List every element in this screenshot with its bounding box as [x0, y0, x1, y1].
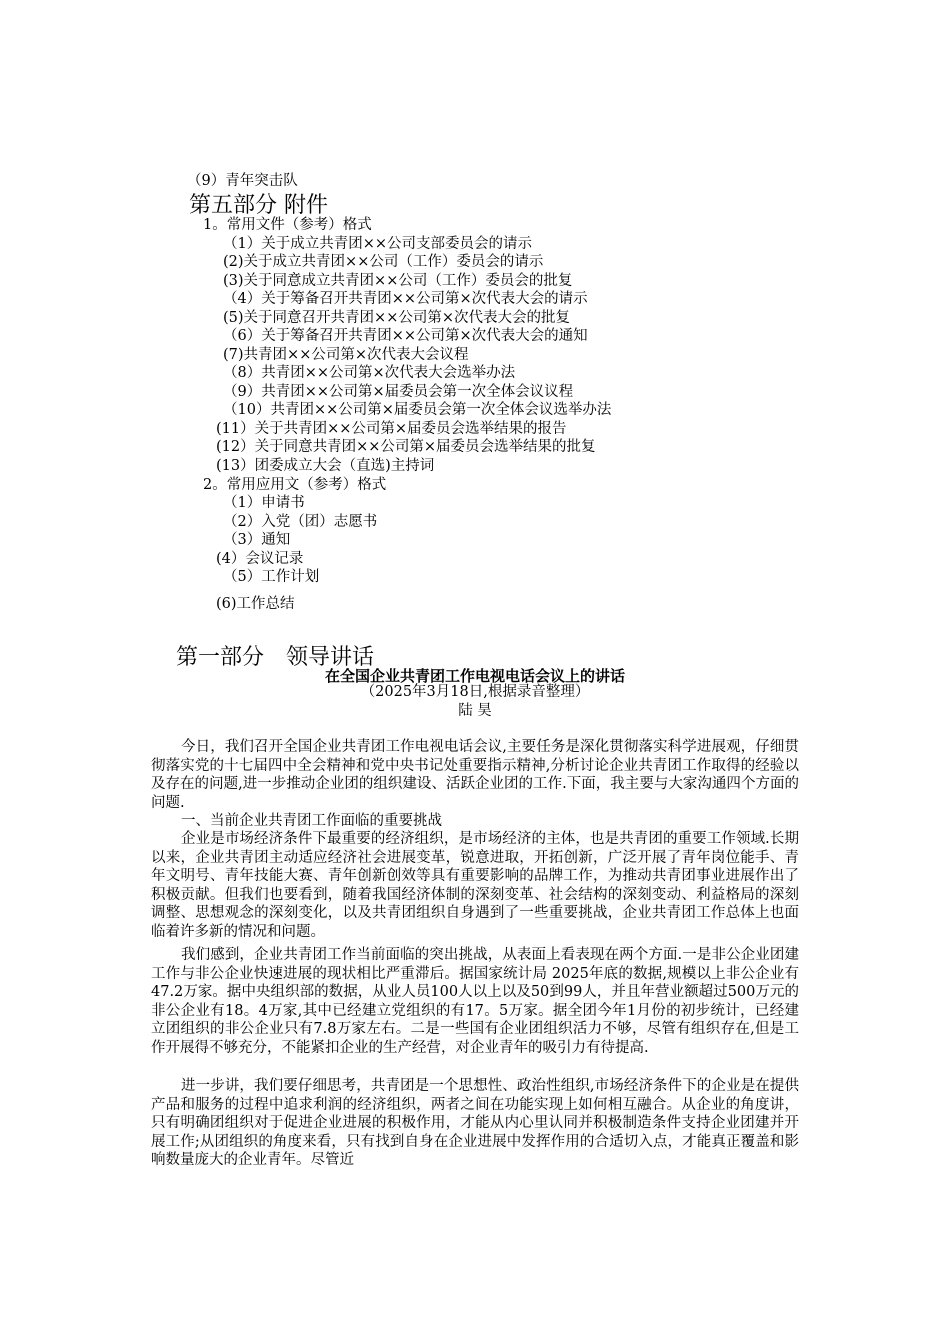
toc-doc-item: (7)共青团××公司第×次代表大会议程 — [223, 347, 469, 363]
toc-doc-item: (2)关于成立共青团××公司（工作）委员会的请示 — [223, 254, 544, 270]
toc-writing-item: （2）入党（团）志愿书 — [223, 514, 378, 530]
toc-doc-item: (3)关于同意成立共青团××公司（工作）委员会的批复 — [223, 273, 573, 289]
toc-writing-item: （5）工作计划 — [223, 569, 320, 585]
body-paragraph: 进一步讲，我们要仔细思考，共青团是一个思想性、政治性组织,市场经济条件下的企业是在提供产品和服务的过程中追求利润的经济组织，两者之间在功能实现上如何相互融合。从企业的角度讲，只有明确团组织对于促进企业进展的积极作用，才能从内心里认同并积极制造条件支持企业团建并开展工作;从团组织的角度来看，只有找到自身在企业进展中发挥作用的合适切入点，才能真正覆盖和影响数量庞大的企业青年。尽管近 — [151, 1078, 799, 1169]
toc-doc-item: （6）关于筹备召开共青团××公司第×次代表大会的通知 — [223, 328, 588, 344]
toc-writing-item: (6)工作总结 — [216, 596, 295, 612]
speech-date: （2025年3月18日,根据录音整理） — [360, 684, 590, 700]
toc-writing-item: (4）会议记录 — [216, 551, 304, 567]
toc-section-applied-writing: 2。常用应用文（参考）格式 — [203, 477, 387, 493]
toc-writing-item: （1）申请书 — [223, 495, 305, 511]
toc-doc-item: （9）共青团××公司第×届委员会第一次全体会议议程 — [223, 384, 574, 400]
speech-title: 在全国企业共青团工作电视电话会议上的讲话 — [324, 667, 625, 685]
part5-heading: 第五部分 附件 — [189, 193, 328, 218]
toc-item-youth-commando: （9）青年突击队 — [187, 173, 298, 189]
toc-writing-item: （3）通知 — [223, 532, 291, 548]
toc-section-common-documents: 1。常用文件（参考）格式 — [203, 217, 372, 233]
toc-doc-item: (13）团委成立大会（直选)主持词 — [216, 458, 435, 474]
toc-doc-item: （1）关于成立共青团××公司支部委员会的请示 — [223, 236, 533, 252]
part1-heading: 第一部分 领导讲话 — [176, 645, 375, 670]
section-heading-challenges: 一、当前企业共青团工作面临的重要挑战 — [181, 813, 442, 829]
toc-doc-item: (12）关于同意共青团××公司第×届委员会选举结果的批复 — [216, 439, 596, 455]
body-paragraph: 今日，我们召开全国企业共青团工作电视电话会议,主要任务是深化贯彻落实科学进展观，仔细贯彻落实党的十七届四中全会精神和党中央书记处重要指示精神,分析讨论企业共青团工作取得的经验以及存在的问题,进一步推动企业团的组织建设、活跃企业团的工作.下面，我主要与大家沟通四个方面的问题. — [151, 739, 799, 811]
speaker-name: 陆 昊 — [458, 703, 492, 719]
toc-doc-item: (5)关于同意召开共青团××公司第×次代表大会的批复 — [223, 310, 570, 326]
toc-doc-item: (11）关于共青团××公司第×届委员会选举结果的报告 — [216, 421, 567, 437]
body-paragraph: 我们感到，企业共青团工作当前面临的突出挑战，从表面上看表现在两个方面.一是非公企业团建工作与非公企业快速进展的现状相比严重滞后。据国家统计局 2025年底的数据,规模以上非公企业有47.2万家。据中央组织部的数据，从业人员100人以上以及50到99人，并且年营业额超过500万元的非公企业有18。4万家,其中已经建立党组织的有17。5万家。据全团今年1月份的初步统计，已经建立团组织的非公企业只有7.8万家左右。二是一些国有企业团组织活力不够，尽管有组织存在,但是工作开展得不够充分，不能紧扣企业的生产经营，对企业青年的吸引力有待提高. — [151, 947, 799, 1056]
toc-doc-item: （8）共青团××公司第×次代表大会选举办法 — [223, 365, 516, 381]
toc-doc-item: （4）关于筹备召开共青团××公司第×次代表大会的请示 — [223, 291, 588, 307]
body-paragraph: 企业是市场经济条件下最重要的经济组织，是市场经济的主体，也是共青团的重要工作领域.长期以来，企业共青团主动适应经济社会进展变革，锐意进取，开拓创新，广泛开展了青年岗位能手、青年文明号、青年技能大赛、青年创新创效等具有重要影响的品牌工作，为推动共青团事业进展作出了积极贡献。但我们也要看到，随着我国经济体制的深刻变革、社会结构的深刻变动、利益格局的深刻调整、思想观念的深刻变化，以及共青团组织自身遇到了一些重要挑战，企业共青团工作总体上也面临着许多新的情况和问题。 — [151, 831, 799, 940]
toc-doc-item: （10）共青团××公司第×届委员会第一次全体会议选举办法 — [223, 402, 612, 418]
